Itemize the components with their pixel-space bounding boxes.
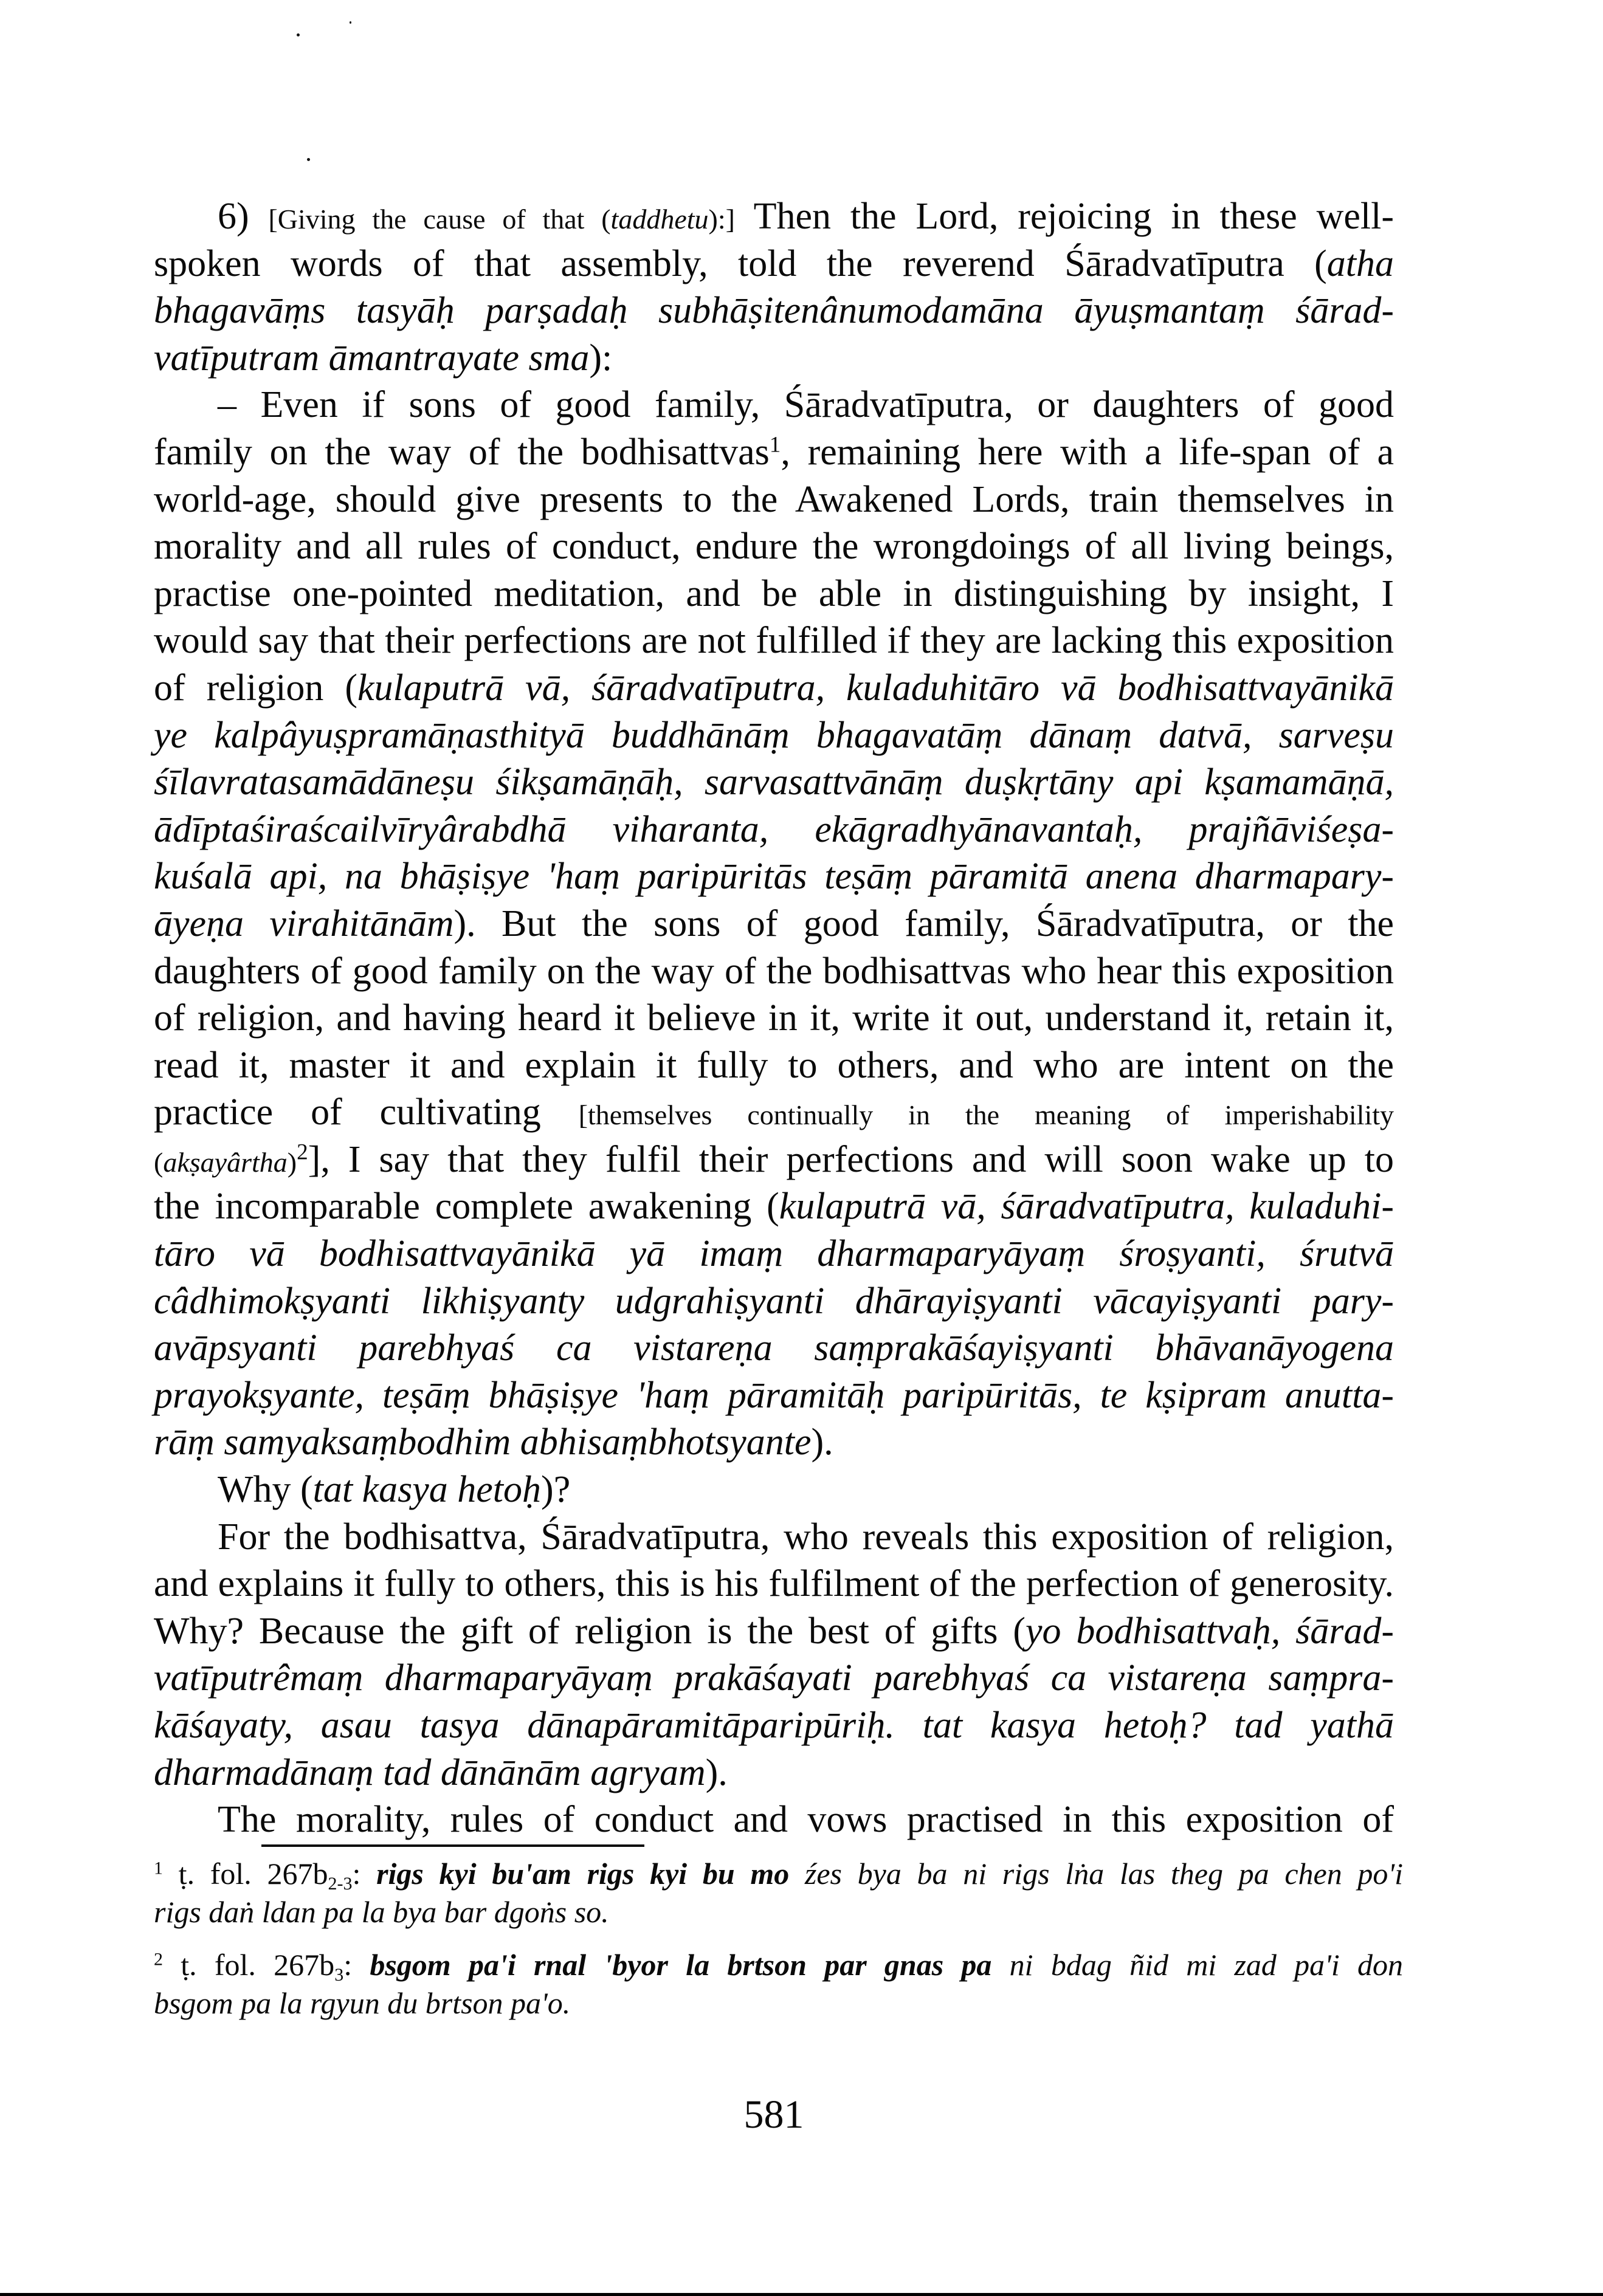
text-segment: Why? Because the gift of religion is the best of gifts ( [154, 1610, 1026, 1652]
footnote-separator [261, 1844, 644, 1847]
scan-speck [297, 33, 300, 36]
text-segment: and explains it fully to others, this is his fulfilment of the perfection of generosity. [154, 1563, 1394, 1605]
text-segment: ). [705, 1751, 728, 1793]
main-text [154, 193, 1394, 1844]
text-line [154, 476, 1394, 524]
text-segment: śīlavratasamādāneṣu śikṣamāṇāḥ, sarvasattvānāṃ duṣkṛtāny api kṣamamāṇā, [154, 761, 1394, 803]
text-segment: of religion, and having heard it believe in it, write it out, understand it, retain it, [154, 997, 1394, 1039]
text-segment: avāpsyanti parebhyaś ca vistareṇa saṃprakāśayiṣyanti bhāvanāyogena [154, 1327, 1394, 1369]
footnote-1 [154, 1855, 1403, 1931]
text-line [154, 193, 1394, 241]
text-segment: , remaining here with a life-span of a [781, 431, 1394, 473]
text-line [154, 1561, 1394, 1608]
text-segment: kāśayaty, asau tasya dānapāramitāparipūriḥ. tat kasya hetoḥ? tad yathā [154, 1705, 1394, 1746]
text-segment: ṭ. fol. 267b [163, 1948, 335, 1982]
text-line [154, 1278, 1394, 1325]
text-segment: ) [287, 1146, 297, 1178]
text-segment: ). But the sons of good family, Śāradvatīputra, or the [453, 902, 1394, 944]
scan-border [0, 2293, 1603, 2296]
text-line [154, 712, 1394, 760]
text-line [154, 1042, 1394, 1090]
text-segment: taddhetu [610, 204, 709, 235]
text-segment: vatīputrêmaṃ dharmaparyāyaṃ prakāśayati parebhyaś ca vistareṇa saṃpra- [154, 1657, 1394, 1699]
text-line [154, 1702, 1394, 1750]
text-segment: bhagavāṃs tasyāḥ parṣadaḥ subhāṣitenânumodamāna āyuṣmantaṃ śārad- [154, 290, 1394, 332]
text-line [154, 665, 1394, 712]
text-line [154, 382, 1394, 429]
text-segment: bsgom pa la rgyun du brtson pa'o. [154, 1986, 571, 2020]
text-segment: ). [811, 1421, 833, 1463]
text-line [154, 1136, 1394, 1184]
text-segment: bsgom pa'i rnal 'byor la brtson par gnas pa [370, 1948, 992, 1982]
text-segment: câdhimokṣyanti likhiṣyanty udgrahiṣyanti dhārayiṣyanti vācayiṣyanti pary- [154, 1280, 1394, 1322]
text-segment: ni bdag ñid mi zad pa'i don [991, 1948, 1404, 1982]
text-segment: practise one-pointed meditation, and be able in distinguishing by insight, I [154, 572, 1394, 614]
text-segment: akṣayârtha [163, 1146, 288, 1178]
text-segment: yo bodhisattvaḥ, śārad- [1026, 1610, 1394, 1652]
text-segment: źes bya ba ni rigs lṅa las theg pa chen po'i [789, 1857, 1403, 1891]
text-segment: dharmadānaṃ tad dānānām agryam [154, 1751, 706, 1793]
text-segment: world-age, should give presents to the Awakened Lords, train themselves in [154, 478, 1394, 520]
footnote-marker: 1 [769, 432, 781, 458]
text-segment: [themselves continually in the meaning of imperishability [578, 1099, 1394, 1131]
text-segment: ):] [708, 204, 735, 235]
text-segment: family on the way of the bodhisattvas [154, 431, 770, 473]
text-segment: rigs daṅ ldan pa la bya bar dgoṅs so. [154, 1895, 609, 1929]
text-line [154, 429, 1394, 476]
text-line [154, 853, 1394, 901]
text-segment: vatīputram āmantrayate sma [154, 337, 590, 379]
text-line [154, 617, 1394, 665]
text-line [154, 571, 1394, 618]
text-line [154, 759, 1394, 806]
text-segment: āyeṇa virahitānām [154, 902, 454, 944]
text-segment: atha [1326, 242, 1394, 284]
text-line [154, 1419, 1394, 1466]
text-segment: kuśalā api, na bhāṣiṣye 'haṃ paripūritās teṣāṃ pāramitā anena dharmapary- [154, 856, 1394, 898]
text-line [154, 1514, 1394, 1561]
scan-speck [350, 21, 351, 24]
text-segment: ye kalpâyuṣpramāṇasthityā buddhānāṃ bhagavatāṃ dānaṃ datvā, sarveṣu [154, 714, 1394, 756]
text-segment: read it, master it and explain it fully to others, and who are intent on the [154, 1044, 1394, 1086]
footnote-line [154, 1946, 1403, 1984]
text-line [154, 806, 1394, 854]
page-number: 581 [743, 2092, 804, 2137]
text-segment: daughters of good family on the way of the bodhisattvas who hear this exposition [154, 950, 1394, 992]
footnote-line [154, 1984, 1403, 2023]
text-segment: practice of cultivating [154, 1091, 579, 1133]
text-segment: of religion ( [154, 667, 358, 709]
text-segment: Then the Lord, rejoicing in these well- [734, 196, 1394, 237]
footnote-2 [154, 1946, 1403, 2023]
footnote-marker: 1 [154, 1858, 163, 1878]
text-segment: )? [541, 1469, 571, 1511]
text-line [154, 1608, 1394, 1655]
text-line [154, 1655, 1394, 1702]
footnote-marker: 2 [154, 1949, 163, 1970]
text-line [154, 1796, 1394, 1844]
footnotes [154, 1855, 1403, 2023]
text-segment: ], I say that they fulfil their perfections and will soon wake up to [308, 1138, 1394, 1180]
text-line [154, 901, 1394, 948]
text-line [154, 241, 1394, 288]
text-segment: tat kasya hetoḥ [312, 1469, 542, 1511]
text-line [154, 335, 1394, 382]
text-line [154, 287, 1394, 335]
text-segment: The morality, rules of conduct and vows practised in this exposition of [218, 1799, 1394, 1841]
text-line [154, 1325, 1394, 1372]
text-segment: would say that their perfections are not fulfilled if they are lacking this exposition [154, 620, 1394, 662]
text-segment: morality and all rules of conduct, endure the wrongdoings of all living beings, [154, 526, 1394, 568]
text-segment: prayokṣyante, teṣāṃ bhāṣiṣye 'haṃ pāramitāḥ paripūritās, te kṣipram anutta- [154, 1374, 1394, 1416]
text-line [154, 1231, 1394, 1278]
text-line [154, 948, 1394, 995]
scan-speck [307, 158, 310, 161]
text-segment: ): [589, 337, 613, 379]
text-segment: For the bodhisattva, Śāradvatīputra, who reveals this exposition of religion, [218, 1516, 1394, 1558]
text-line [154, 1089, 1394, 1136]
text-segment: : [343, 1948, 370, 1982]
text-segment: the incomparable complete awakening ( [154, 1186, 779, 1228]
text-segment: ādīptaśiraścailvīryârabdhā viharanta, ekāgradhyānavantaḥ, prajñāviśeṣa- [154, 808, 1394, 850]
text-line [154, 1372, 1394, 1420]
text-line [154, 1750, 1394, 1797]
footnote-line [154, 1855, 1403, 1893]
text-segment: Why ( [218, 1469, 313, 1511]
text-segment: [Giving the cause of that ( [268, 204, 611, 235]
text-line [154, 1466, 1394, 1514]
text-line [154, 523, 1394, 571]
text-segment: kulaputrā vā, śāradvatīputra, kuladuhi- [779, 1186, 1394, 1228]
folio-subscript: 3 [334, 1965, 344, 1985]
text-segment: kulaputrā vā, śāradvatīputra, kuladuhitāro vā bodhisattvayānikā [357, 667, 1394, 709]
footnote-line [154, 1893, 1403, 1931]
text-segment: rāṃ samyaksaṃbodhim abhisaṃbhotsyante [154, 1421, 812, 1463]
text-segment: – Even if sons of good family, Śāradvatīputra, or daughters of good [218, 384, 1394, 426]
text-segment: ṭ. fol. 267b [163, 1857, 328, 1891]
text-segment: tāro vā bodhisattvayānikā yā imaṃ dharmaparyāyaṃ śroṣyanti, śrutvā [154, 1233, 1394, 1275]
text-line [154, 995, 1394, 1042]
text-segment: rigs kyi bu'am rigs kyi bu mo [376, 1857, 790, 1891]
text-segment: ( [154, 1146, 164, 1178]
text-line [154, 1183, 1394, 1231]
text-segment: spoken words of that assembly, told the reverend Śāradvatīputra ( [154, 242, 1327, 284]
footnote-gap [154, 1931, 1403, 1946]
text-segment: : [352, 1857, 377, 1891]
text-segment: 6) [218, 196, 269, 237]
footnote-marker: 2 [297, 1139, 308, 1165]
folio-subscript: 2-3 [328, 1874, 353, 1894]
